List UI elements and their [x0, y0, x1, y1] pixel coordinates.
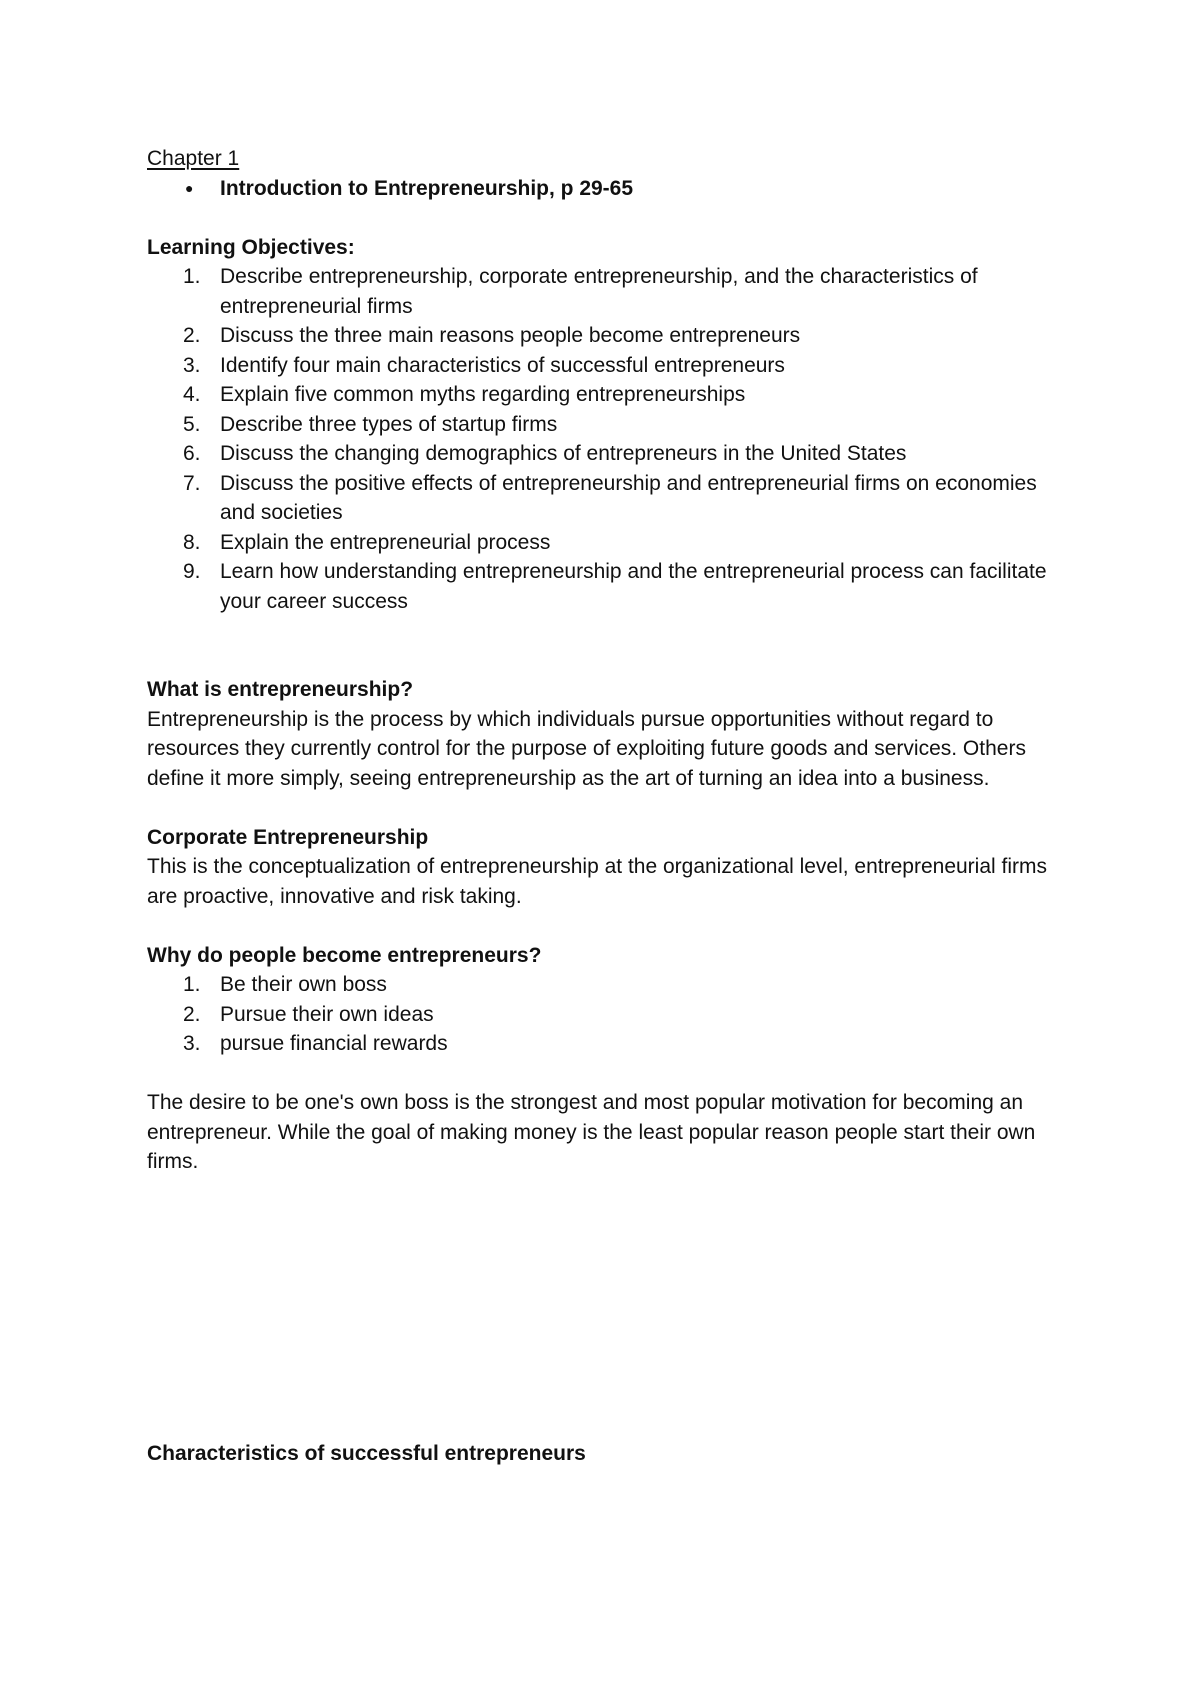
- objective-text: Learn how understanding entrepreneurship and the entrepreneurial process can facilitate your career success: [220, 560, 1047, 613]
- objective-text: Explain the entrepreneurial process: [220, 530, 551, 554]
- characteristics-heading: Characteristics of successful entrepreneurs: [147, 1441, 586, 1465]
- why-reasons-list: [147, 970, 1067, 1059]
- chapter-bullet-item: [147, 174, 1067, 204]
- objective-text: Describe entrepreneurship, corporate entrepreneurship, and the characteristics of entrepreneurial firms: [220, 265, 978, 318]
- objective-item: [147, 410, 1067, 440]
- objective-number: 6.: [183, 442, 201, 465]
- objective-number: 3.: [183, 353, 201, 377]
- learning-objectives-list: [147, 262, 1067, 616]
- objective-item: [147, 380, 1067, 410]
- corporate-heading: Corporate Entrepreneurship: [147, 825, 429, 849]
- reason-number: 1.: [183, 973, 201, 996]
- why-paragraph: The desire to be one's own boss is the strongest and most popular motivation for becoming an entrepreneur. While the goal of making money is the least popular reason people start their own firms.: [147, 1091, 1036, 1173]
- reason-text: Pursue their own ideas: [220, 1002, 434, 1026]
- chapter-bullet-text: Introduction to Entrepreneurship, p 29-65: [220, 176, 634, 200]
- objective-text: Identify four main characteristics of successful entrepreneurs: [220, 353, 785, 377]
- chapter-bullet-list: [147, 174, 1067, 204]
- objective-item: [147, 469, 1067, 528]
- reason-text: Be their own boss: [220, 973, 387, 996]
- reason-item: [147, 1029, 1067, 1059]
- what-is-paragraph: Entrepreneurship is the process by which individuals pursue opportunities without regard to resources they currently control for the purpose of exploiting future goods and services. Others define it more simply, seeing entrepreneurship as the art of turning an idea into a business.: [147, 707, 1026, 790]
- objective-number: 7.: [183, 471, 201, 495]
- reason-number: 2.: [183, 1002, 201, 1026]
- reason-item: [147, 1000, 1067, 1030]
- corporate-paragraph: This is the conceptualization of entrepreneurship at the organizational level, entrepreneurial firms are proactive, innovative and risk taking.: [147, 855, 1048, 908]
- objective-item: [147, 351, 1067, 381]
- why-heading: Why do people become entrepreneurs?: [147, 943, 542, 967]
- learning-objectives-heading: Learning Objectives:: [147, 235, 355, 259]
- what-is-heading: What is entrepreneurship?: [147, 678, 414, 701]
- objective-text: Discuss the three main reasons people become entrepreneurs: [220, 324, 801, 347]
- reason-item: [147, 970, 1067, 1000]
- bullet-dot-icon: ●: [185, 179, 194, 196]
- objective-item: [147, 321, 1067, 351]
- objective-number: 4.: [183, 383, 201, 406]
- objective-number: 2.: [183, 324, 201, 347]
- objective-text: Explain five common myths regarding entrepreneurships: [220, 383, 746, 406]
- objective-item: [147, 528, 1067, 558]
- chapter-title: Chapter 1: [147, 147, 240, 170]
- objective-item: [147, 262, 1067, 321]
- objective-text: Discuss the changing demographics of entrepreneurs in the United States: [220, 442, 907, 465]
- document-content: [147, 144, 1067, 1468]
- objective-number: 5.: [183, 412, 201, 436]
- objective-text: Discuss the positive effects of entrepreneurship and entrepreneurial firms on economies and societies: [220, 471, 1037, 524]
- objective-item: [147, 439, 1067, 469]
- reason-number: 3.: [183, 1032, 201, 1055]
- reason-text: pursue financial rewards: [220, 1032, 448, 1055]
- objective-number: 9.: [183, 560, 201, 583]
- objective-number: 8.: [183, 530, 201, 554]
- objective-text: Describe three types of startup firms: [220, 412, 558, 436]
- objective-item: [147, 557, 1067, 616]
- objective-number: 1.: [183, 265, 201, 288]
